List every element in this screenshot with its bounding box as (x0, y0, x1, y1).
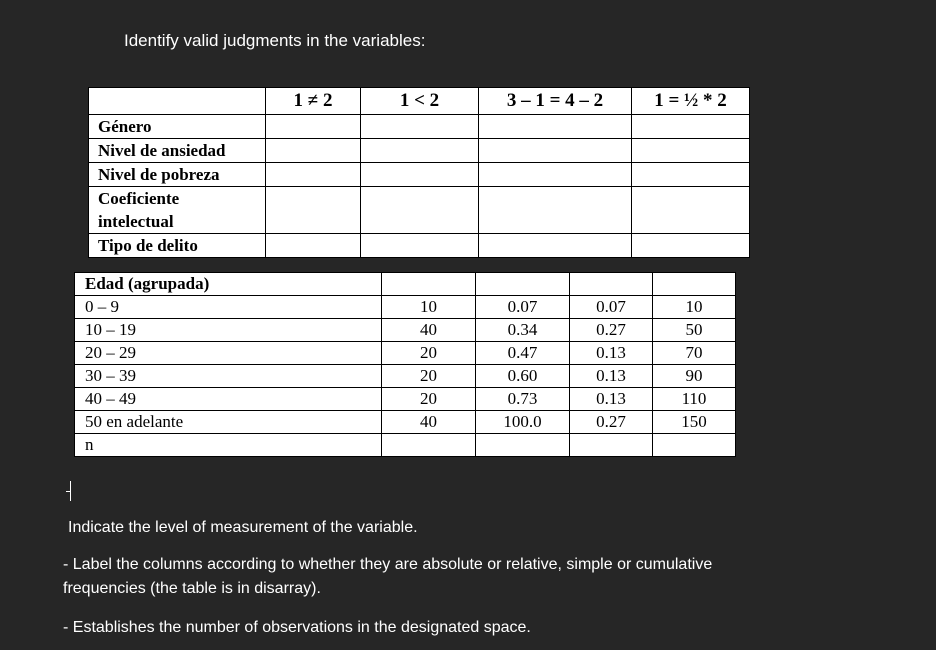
age-range: 20 – 29 (75, 342, 382, 365)
value-cell: 20 (382, 388, 476, 411)
value-cell: 0.13 (570, 365, 653, 388)
answer-cell[interactable] (479, 234, 632, 258)
n-value-cell[interactable] (570, 434, 653, 457)
answer-cell[interactable] (632, 187, 750, 234)
column-label-cell[interactable] (382, 273, 476, 296)
value-cell: 100.0 (476, 411, 570, 434)
answer-cell[interactable] (266, 139, 361, 163)
text-cursor (66, 481, 80, 501)
answer-cell[interactable] (479, 139, 632, 163)
header-less-than: 1 < 2 (361, 88, 479, 115)
value-cell: 0.27 (570, 319, 653, 342)
value-cell: 40 (382, 411, 476, 434)
header-ratio-equal: 1 = ½ * 2 (632, 88, 750, 115)
answer-cell[interactable] (361, 187, 479, 234)
value-cell: 50 (653, 319, 736, 342)
value-cell: 20 (382, 342, 476, 365)
age-range: 30 – 39 (75, 365, 382, 388)
value-cell: 10 (382, 296, 476, 319)
answer-cell[interactable] (632, 163, 750, 187)
answer-cell[interactable] (632, 115, 750, 139)
value-cell: 0.73 (476, 388, 570, 411)
table-row (89, 115, 750, 139)
empty-corner-cell[interactable] (89, 88, 266, 115)
value-cell: 0.13 (570, 388, 653, 411)
judgments-header-row (89, 88, 750, 115)
instruction-line-3: - Establishes the number of observations in the designated space. (63, 619, 531, 636)
row-label-nivel-ansiedad: Nivel de ansiedad (89, 139, 266, 163)
row-label-nivel-pobreza: Nivel de pobreza (89, 163, 266, 187)
value-cell: 0.27 (570, 411, 653, 434)
age-range: 40 – 49 (75, 388, 382, 411)
answer-cell[interactable] (361, 115, 479, 139)
value-cell: 0.07 (570, 296, 653, 319)
answer-cell[interactable] (266, 115, 361, 139)
answer-cell[interactable] (361, 163, 479, 187)
answer-cell[interactable] (361, 234, 479, 258)
table-row (89, 187, 750, 234)
instruction-line-2a: - Label the columns according to whether they are absolute or relative, simple or cumulative (63, 556, 713, 573)
value-cell: 20 (382, 365, 476, 388)
answer-cell[interactable] (479, 115, 632, 139)
answer-cell[interactable] (266, 234, 361, 258)
answer-cell[interactable] (266, 163, 361, 187)
instruction-line-2b: frequencies (the table is in disarray). (63, 580, 321, 597)
column-label-cell[interactable] (476, 273, 570, 296)
age-range: 10 – 19 (75, 319, 382, 342)
answer-cell[interactable] (632, 234, 750, 258)
answer-cell[interactable] (479, 163, 632, 187)
age-group-header: Edad (agrupada) (75, 273, 382, 296)
column-label-cell[interactable] (653, 273, 736, 296)
column-label-cell[interactable] (570, 273, 653, 296)
age-range: 50 en adelante (75, 411, 382, 434)
table-row (75, 411, 736, 434)
judgments-table (88, 87, 750, 258)
age-range: 0 – 9 (75, 296, 382, 319)
instruction-line-1: Indicate the level of measurement of the variable. (68, 519, 418, 536)
table-row (89, 139, 750, 163)
value-cell: 10 (653, 296, 736, 319)
value-cell: 90 (653, 365, 736, 388)
row-label-tipo-delito: Tipo de delito (89, 234, 266, 258)
table-row (75, 388, 736, 411)
answer-cell[interactable] (361, 139, 479, 163)
value-cell: 110 (653, 388, 736, 411)
table-row (75, 342, 736, 365)
answer-cell[interactable] (479, 187, 632, 234)
table-row (75, 365, 736, 388)
table-row (75, 434, 736, 457)
frequency-table (74, 272, 736, 457)
n-label: n (75, 434, 382, 457)
heading: Identify valid judgments in the variables: (124, 31, 426, 50)
value-cell: 0.07 (476, 296, 570, 319)
value-cell: 0.60 (476, 365, 570, 388)
value-cell: 40 (382, 319, 476, 342)
table-row (75, 296, 736, 319)
frequency-header-row (75, 273, 736, 296)
value-cell: 0.13 (570, 342, 653, 365)
table-row (89, 163, 750, 187)
answer-cell[interactable] (266, 187, 361, 234)
value-cell: 150 (653, 411, 736, 434)
answer-cell[interactable] (632, 139, 750, 163)
value-cell: 0.47 (476, 342, 570, 365)
n-value-cell[interactable] (382, 434, 476, 457)
table-row (89, 234, 750, 258)
row-label-coeficiente-intelectual: Coeficiente intelectual (89, 187, 266, 234)
value-cell: 0.34 (476, 319, 570, 342)
row-label-genero: Género (89, 115, 266, 139)
table-row (75, 319, 736, 342)
header-not-equal: 1 ≠ 2 (266, 88, 361, 115)
header-difference-equal: 3 – 1 = 4 – 2 (479, 88, 632, 115)
value-cell: 70 (653, 342, 736, 365)
n-value-cell[interactable] (653, 434, 736, 457)
n-value-cell[interactable] (476, 434, 570, 457)
